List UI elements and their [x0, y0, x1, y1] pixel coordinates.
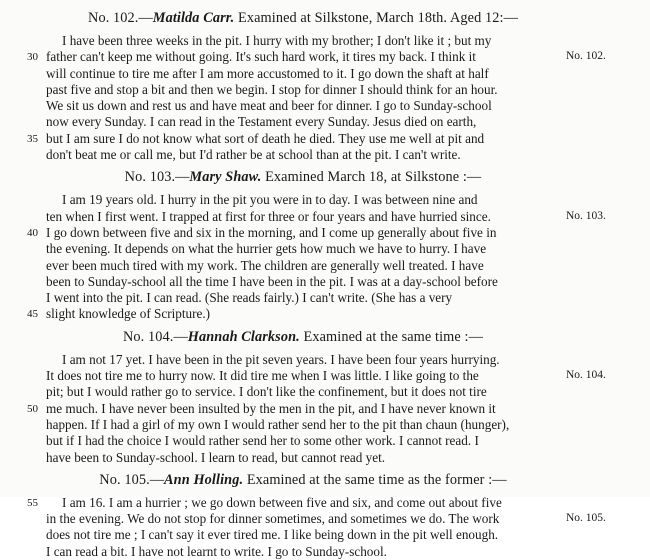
entry-body	[0, 352, 650, 466]
margin-reference-note: No. 103.	[566, 209, 606, 222]
entry-line: slight knowledge of Scripture.)	[46, 306, 211, 322]
entry-line: but I am sure I do not know what sort of death he died. They use me well at pit and	[46, 130, 485, 146]
entry-line: It does not tire me to hurry now. It did tire me when I was little. I like going to the	[46, 368, 479, 384]
entry-line: me much. I have never been insulted by the men in the pit, and I have never known it	[46, 400, 496, 416]
entry-line: pit; but I would rather go to service. I don't like the confinement, but it does not tire	[46, 384, 487, 400]
entry-line: I go down between five and six in the morning, and I come up generally about five in	[46, 224, 497, 240]
entry-line: I am 16. I am a hurrier ; we go down between five and six, and come out about five	[62, 494, 502, 510]
entry-line: been to Sunday-school all the time I have been in the pit. I was at a day-school before	[46, 273, 498, 289]
entry-person-name: Hannah Clarkson.	[187, 328, 300, 345]
entry-heading	[0, 169, 650, 186]
entry-person-name: Ann Holling.	[164, 471, 244, 488]
entry-line: We sit us down and rest us and have meat and beer for dinner. I go to Sunday-school	[46, 98, 492, 114]
line-number: 35	[27, 132, 38, 145]
entry-line: the evening. It depends on what the hurrier gets how much we have to hurry. I have	[46, 241, 487, 257]
margin-reference-note: No. 104.	[566, 369, 606, 382]
entry-line: I went into the pit. I can read. (She reads fairly.) I can't write. (She has a very	[46, 290, 453, 306]
testimony-entry	[0, 10, 650, 163]
entry-line: don't beat me or call me, but I'd rather be at school than at the pit. I can't write.	[46, 147, 461, 163]
margin-reference-note: No. 102.	[566, 50, 606, 63]
entry-number: No. 105.	[99, 471, 150, 488]
entry-heading-detail: Examined March 18, at Silkstone :—	[265, 169, 482, 186]
margin-reference-note: No. 105.	[566, 512, 606, 525]
entry-number: No. 103.	[124, 169, 176, 186]
line-number: 30	[27, 51, 38, 64]
line-number: 55	[27, 496, 38, 509]
entry-body	[0, 192, 650, 322]
entry-heading-detail: Examined at the same time :—	[303, 328, 483, 345]
entry-line: have been to Sunday-school. I learn to read, but cannot read yet.	[46, 449, 386, 465]
entry-line: I am 19 years old. I hurry in the pit you were in to day. I was between nine and	[62, 192, 478, 208]
testimony-entry	[0, 329, 650, 466]
entry-number: No. 104.	[123, 328, 174, 345]
entry-heading-detail: Examined at the same time as the former :—	[246, 471, 507, 488]
entry-line: ten when I first went. I trapped at first for three or four years and have hurried since.	[46, 208, 491, 224]
entry-line: will continue to tire me after I am more accustomed to it. I go down the shaft at half	[46, 65, 489, 81]
testimony-entry	[0, 472, 650, 560]
line-number: 40	[27, 226, 38, 239]
entry-line: does not tire me ; I can't say it ever tired me. I like being down in the pit well enough.	[46, 527, 499, 543]
entry-line: past five and stop a bit and then we begin. I stop for dinner I should think for an hour.	[46, 81, 498, 97]
entry-line: father can't keep me without going. It's such hard work, it tires my back. I think it	[46, 49, 476, 65]
entry-line: but if I had the choice I would rather send her to some other work. I cannot read. I	[46, 433, 479, 449]
entry-line: happen. If I had a girl of my own I would rather send her to the pit than chaun (hunger),	[46, 416, 510, 432]
entry-number: No. 102.	[88, 10, 139, 26]
line-number: 50	[27, 402, 38, 415]
entry-heading	[0, 329, 650, 346]
entry-line: I can read a bit. I have not learnt to write. I go to Sunday-school.	[46, 543, 387, 559]
entry-dash: —	[175, 169, 190, 186]
entry-dash: —	[149, 471, 165, 488]
entry-heading-detail: Examined at Silkstone, March 18th. Aged 12:—	[238, 10, 518, 26]
entry-body	[0, 33, 650, 163]
entry-person-name: Mary Shaw.	[189, 169, 262, 186]
entry-dash: —	[138, 10, 153, 26]
line-number: 45	[27, 308, 38, 321]
entry-line: in the evening. We do not stop for dinner sometimes, and sometimes we do. The work	[46, 511, 500, 527]
entry-line: ever been much tired with my work. The children are generally well treated. I have	[46, 257, 484, 273]
entry-line: now every Sunday. I can read in the Testament every Sunday. Jesus died on earth,	[46, 114, 477, 130]
entry-line: I am not 17 yet. I have been in the pit seven years. I have been four years hurrying.	[62, 351, 500, 367]
document-content	[0, 10, 650, 560]
entry-body	[0, 495, 650, 560]
entry-line: I have been three weeks in the pit. I hurry with my brother; I don't like it ; but my	[62, 33, 492, 48]
entry-dash: —	[173, 328, 188, 345]
entry-person-name: Matilda Carr.	[152, 10, 235, 26]
entry-heading	[0, 472, 650, 489]
entry-heading	[0, 10, 650, 27]
testimony-entry	[0, 169, 650, 322]
